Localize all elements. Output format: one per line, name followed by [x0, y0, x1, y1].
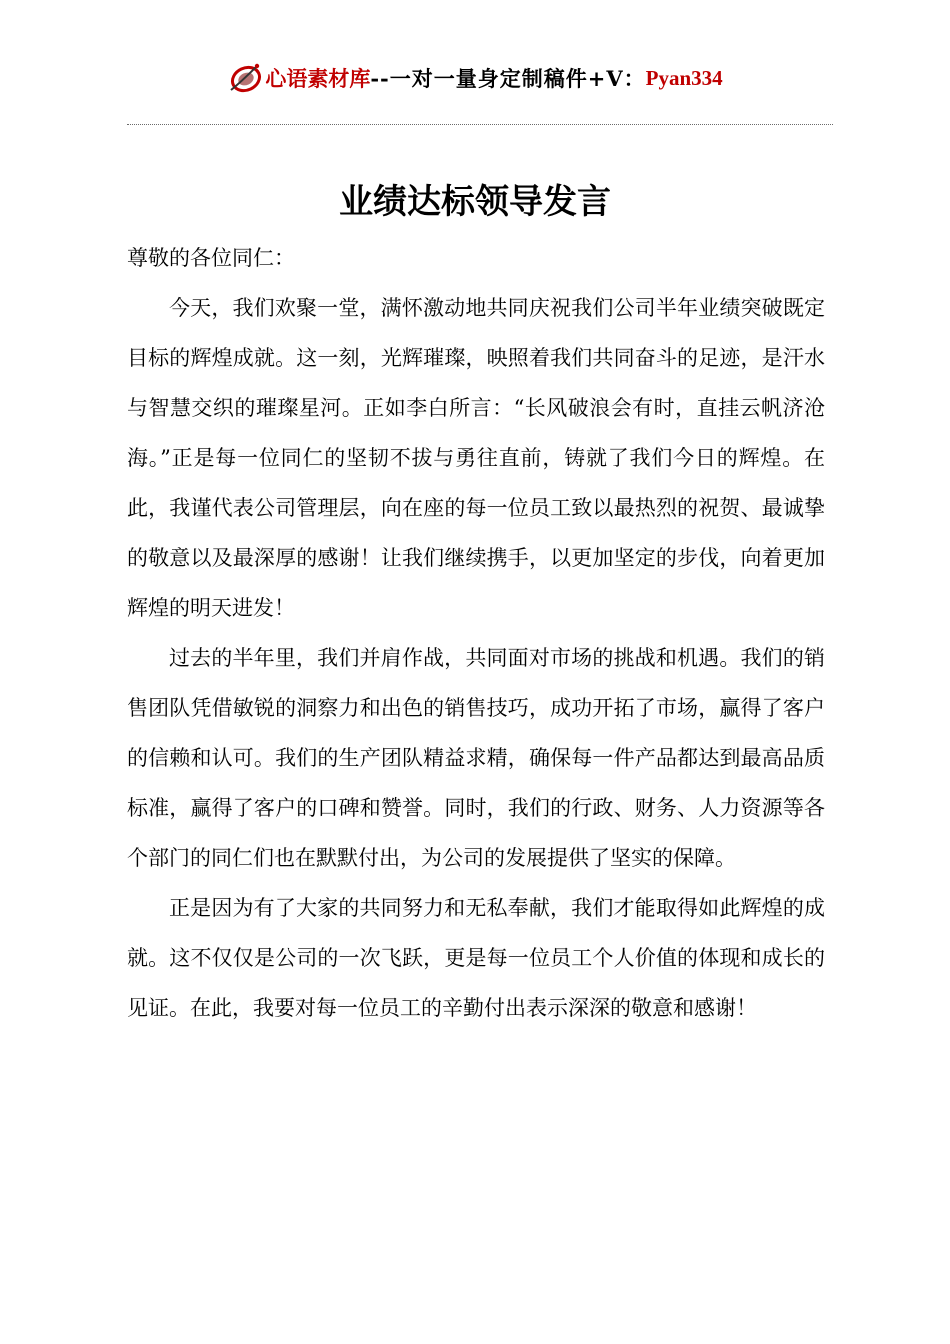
- document-title: 业绩达标领导发言: [339, 182, 611, 222]
- brand-name: 心语素材库: [265, 66, 371, 91]
- salutation: 尊敬的各位同仁：: [127, 246, 295, 270]
- brand-logo-icon: [227, 60, 263, 96]
- paragraph: 过去的半年里，我们并肩作战，共同面对市场的挑战和机遇。我们的销售团队凭借敏锐的洞察力和出色的销售技巧，成功开拓了市场，赢得了客户的信赖和认可。我们的生产团队精益求精，确保每一件产品都达到最高品质标准，赢得了客户的口碑和赞誉。同时，我们的行政、财务、人力资源等各个部门的同仁们也在默默付出，为公司的发展提供了坚实的保障。: [127, 646, 825, 870]
- header-divider: [127, 124, 833, 125]
- paragraph: 今天，我们欢聚一堂，满怀激动地共同庆祝我们公司半年业绩突破既定目标的辉煌成就。这一刻，光辉璀璨，映照着我们共同奋斗的足迹，是汗水与智慧交织的璀璨星河。正如李白所言：“长风破浪会有时，直挂云帆济沧海。”正是每一位同仁的坚韧不拔与勇往直前，铸就了我们今日的辉煌。在此，我谨代表公司管理层，向在座的每一位员工致以最热烈的祝贺、最诚挚的敬意以及最深厚的感谢！让我们继续携手，以更加坚定的步伐，向着更加辉煌的明天进发！: [127, 296, 825, 620]
- header-slogan: --一对一量身定制稿件+V：: [370, 66, 646, 91]
- document-body: [127, 233, 825, 1033]
- contact-id: Pyan334: [645, 65, 723, 90]
- paragraph: 正是因为有了大家的共同努力和无私奉献，我们才能取得如此辉煌的成就。这不仅仅是公司的一次飞跃，更是每一位员工个人价值的体现和成长的见证。在此，我要对每一位员工的辛勤付出表示深深的敬意和感谢！: [127, 896, 825, 1020]
- page-header: [0, 60, 950, 100]
- header-banner: [227, 60, 722, 96]
